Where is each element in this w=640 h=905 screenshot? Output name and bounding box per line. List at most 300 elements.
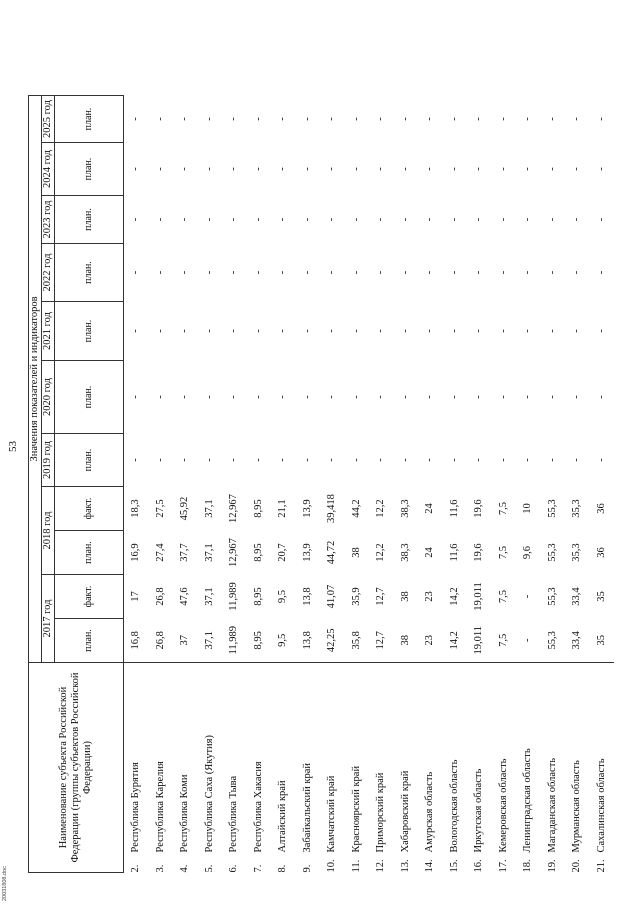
value-cell: 11,6 <box>448 543 460 562</box>
row-number: 2. <box>130 864 142 873</box>
value-cell: - <box>448 270 460 275</box>
value-cell: - <box>473 117 485 121</box>
value-cell: - <box>301 458 313 462</box>
value-cell: 37,1 <box>203 543 215 562</box>
value-cell: - <box>571 329 583 333</box>
value-cell: 37,1 <box>203 499 215 518</box>
value-cell: - <box>399 167 411 171</box>
value-cell: - <box>350 167 362 171</box>
value-cell: 45,92 <box>179 496 191 521</box>
row-number: 16. <box>473 859 485 873</box>
subject-name: Магаданская область <box>546 757 558 853</box>
value-cell: - <box>595 117 607 121</box>
header-year: 2020 год <box>42 361 55 434</box>
value-cell: 9,6 <box>522 545 534 560</box>
value-cell: 12,2 <box>375 499 387 518</box>
table-row <box>222 96 247 873</box>
value-cell: - <box>130 395 142 399</box>
header-plan: план. <box>55 361 124 434</box>
row-number: 10. <box>326 859 338 873</box>
value-cell: - <box>497 329 509 333</box>
subject-cell <box>320 663 345 873</box>
value-cell: - <box>326 167 338 171</box>
value-cell: - <box>522 395 534 399</box>
value-cell: - <box>277 329 289 333</box>
value-cell: - <box>473 458 485 462</box>
value-cell: - <box>497 117 509 121</box>
header-plan: план. <box>55 434 124 487</box>
row-number: 9. <box>301 864 313 873</box>
subject-name: Республика Карелия <box>154 761 166 853</box>
value-cell: - <box>179 270 191 275</box>
value-cell: - <box>252 395 264 399</box>
value-cell: 38,3 <box>399 499 411 518</box>
value-cell: - <box>326 217 338 222</box>
value-cell: - <box>277 217 289 222</box>
value-cell: - <box>375 270 387 275</box>
header-fact: факт. <box>55 487 124 531</box>
value-cell: - <box>522 217 534 222</box>
value-cell: - <box>277 117 289 121</box>
value-cell: 12,967 <box>228 494 240 523</box>
subject-cell <box>222 663 247 873</box>
value-cell: 8,95 <box>252 543 264 562</box>
value-cell: 11,989 <box>228 626 240 655</box>
value-cell: - <box>203 217 215 222</box>
value-cell: - <box>326 270 338 275</box>
value-cell: 12,967 <box>228 538 240 567</box>
value-cell: 16,9 <box>130 543 142 562</box>
value-cell: 19,6 <box>473 543 485 562</box>
value-cell: - <box>154 117 166 121</box>
value-cell: - <box>228 270 240 275</box>
table-row <box>443 96 468 873</box>
value-cell: - <box>571 458 583 462</box>
value-cell: - <box>130 117 142 121</box>
value-cell: 38 <box>350 547 362 558</box>
value-cell: - <box>522 270 534 275</box>
value-cell: - <box>203 270 215 275</box>
value-cell: - <box>301 395 313 399</box>
value-cell: 33,4 <box>571 587 583 606</box>
row-number: 11. <box>350 859 362 873</box>
row-number: 12. <box>375 859 387 873</box>
value-cell: 35,3 <box>571 499 583 518</box>
value-cell: 12,7 <box>375 631 387 650</box>
value-cell: 12,2 <box>375 543 387 562</box>
value-cell: - <box>326 458 338 462</box>
value-cell: - <box>277 167 289 171</box>
value-cell: - <box>350 458 362 462</box>
table-header <box>29 96 124 873</box>
value-cell: 19,6 <box>473 499 485 518</box>
value-cell: 20,7 <box>277 543 289 562</box>
subject-cell <box>296 663 321 873</box>
table-row <box>320 96 345 873</box>
value-cell: - <box>473 217 485 222</box>
value-cell: 19,011 <box>473 626 485 655</box>
value-cell: - <box>179 117 191 121</box>
value-cell: 42,25 <box>326 628 338 653</box>
subject-cell <box>565 663 590 873</box>
subject-name: Иркутская область <box>473 768 485 853</box>
subject-name: Вологодская область <box>448 759 460 853</box>
value-cell: - <box>546 217 558 222</box>
row-number: 18. <box>522 859 534 873</box>
subject-cell <box>394 663 419 873</box>
row-number: 6. <box>228 864 240 873</box>
table-body <box>124 96 615 873</box>
value-cell: - <box>350 217 362 222</box>
value-cell: 41,07 <box>326 584 338 609</box>
value-cell: - <box>448 117 460 121</box>
value-cell: - <box>252 217 264 222</box>
table-row <box>394 96 419 873</box>
value-cell: - <box>375 117 387 121</box>
row-number: 20. <box>571 859 583 873</box>
value-cell: - <box>154 395 166 399</box>
value-cell: 23 <box>424 635 436 646</box>
value-cell: - <box>473 167 485 171</box>
value-cell: 39,418 <box>326 494 338 523</box>
table-row <box>173 96 198 873</box>
row-number: 19. <box>546 859 558 873</box>
value-cell: - <box>154 270 166 275</box>
row-number: 14. <box>424 859 436 873</box>
value-cell: - <box>424 329 436 333</box>
value-cell: 35,9 <box>350 587 362 606</box>
value-cell: - <box>375 329 387 333</box>
value-cell: - <box>252 117 264 121</box>
value-cell: - <box>252 270 264 275</box>
value-cell: 7,5 <box>497 545 509 560</box>
value-cell: - <box>497 270 509 275</box>
value-cell: 21,1 <box>277 499 289 518</box>
value-cell: - <box>522 117 534 121</box>
value-cell: 47,6 <box>179 587 191 606</box>
header-plan: план. <box>55 96 124 143</box>
header-subject-name: Наименование субъекта Российской Федерации (группы субъектов Российской Федерации) <box>29 663 124 873</box>
header-year: 2022 год <box>42 244 55 302</box>
page-number: 53 <box>7 441 19 452</box>
header-fact: факт. <box>55 575 124 619</box>
row-number: 3. <box>154 864 166 873</box>
value-cell: - <box>595 329 607 333</box>
value-cell: - <box>473 395 485 399</box>
value-cell: - <box>326 395 338 399</box>
value-cell: 55,3 <box>546 587 558 606</box>
value-cell: 24 <box>424 547 436 558</box>
value-cell: 33,4 <box>571 631 583 650</box>
value-cell: 13,9 <box>301 543 313 562</box>
value-cell: - <box>228 395 240 399</box>
value-cell: - <box>301 217 313 222</box>
value-cell: 27,5 <box>154 499 166 518</box>
value-cell: - <box>399 270 411 275</box>
value-cell: - <box>301 117 313 121</box>
value-cell: 14,2 <box>448 631 460 650</box>
value-cell: 8,95 <box>252 587 264 606</box>
value-cell: 13,9 <box>301 499 313 518</box>
value-cell: - <box>546 458 558 462</box>
value-cell: - <box>179 458 191 462</box>
value-cell: - <box>154 217 166 222</box>
value-cell: - <box>546 270 558 275</box>
row-number: 17. <box>497 859 509 873</box>
value-cell: - <box>497 458 509 462</box>
value-cell: - <box>154 329 166 333</box>
value-cell: - <box>375 458 387 462</box>
value-cell: - <box>375 217 387 222</box>
value-cell: 55,3 <box>546 543 558 562</box>
value-cell: 27,4 <box>154 543 166 562</box>
value-cell: - <box>399 395 411 399</box>
value-cell: 7,5 <box>497 589 509 604</box>
value-cell: 9,5 <box>277 589 289 604</box>
value-cell: - <box>473 329 485 333</box>
subject-cell <box>492 663 517 873</box>
row-number: 5. <box>203 864 215 873</box>
value-cell: - <box>448 167 460 171</box>
value-cell: - <box>350 395 362 399</box>
subject-name: Мурманская область <box>571 760 583 853</box>
value-cell: 19,011 <box>473 582 485 611</box>
value-cell: - <box>277 458 289 462</box>
value-cell: 26,8 <box>154 587 166 606</box>
header-plan: план. <box>55 619 124 663</box>
value-cell: - <box>448 329 460 333</box>
value-cell: - <box>497 167 509 171</box>
value-cell: - <box>130 329 142 333</box>
subject-name: Республика Коми <box>179 774 191 853</box>
subject-name: Амурская область <box>424 771 436 853</box>
value-cell: - <box>326 117 338 121</box>
value-cell: 9,5 <box>277 633 289 647</box>
value-cell: 16,8 <box>130 631 142 650</box>
value-cell: - <box>375 167 387 171</box>
table-row <box>247 96 272 873</box>
header-plan: план. <box>55 143 124 196</box>
value-cell: - <box>546 329 558 333</box>
subject-name: Хабаровский край <box>399 770 411 853</box>
subject-name: Республика Тыва <box>228 775 240 853</box>
value-cell: 8,95 <box>252 631 264 650</box>
subject-cell <box>247 663 272 873</box>
value-cell: - <box>252 458 264 462</box>
subject-cell <box>173 663 198 873</box>
value-cell: - <box>203 167 215 171</box>
value-cell: - <box>326 329 338 333</box>
row-number: 13. <box>399 859 411 873</box>
subject-cell <box>443 663 468 873</box>
value-cell: - <box>203 395 215 399</box>
table-row <box>369 96 394 873</box>
subject-cell <box>124 663 149 873</box>
value-cell: - <box>448 458 460 462</box>
value-cell: 17 <box>130 591 142 602</box>
table-row <box>124 96 149 873</box>
value-cell: - <box>399 458 411 462</box>
value-cell: - <box>228 217 240 222</box>
table-row <box>271 96 296 873</box>
value-cell: - <box>571 167 583 171</box>
value-cell: 26,8 <box>154 631 166 650</box>
value-cell: - <box>350 329 362 333</box>
value-cell: - <box>571 117 583 121</box>
value-cell: - <box>399 217 411 222</box>
value-cell: 36 <box>595 547 607 558</box>
value-cell: - <box>399 329 411 333</box>
value-cell: 35,3 <box>571 543 583 562</box>
table-row <box>565 96 590 873</box>
value-cell: - <box>277 395 289 399</box>
value-cell: - <box>522 458 534 462</box>
value-cell: - <box>424 217 436 222</box>
value-cell: 23 <box>424 591 436 602</box>
header-year: 2021 год <box>42 302 55 361</box>
value-cell: 55,3 <box>546 499 558 518</box>
value-cell: - <box>522 638 534 642</box>
value-cell: - <box>424 395 436 399</box>
value-cell: - <box>546 395 558 399</box>
value-cell: - <box>424 458 436 462</box>
value-cell: - <box>497 395 509 399</box>
value-cell: - <box>424 117 436 121</box>
value-cell: 13,8 <box>301 631 313 650</box>
value-cell: - <box>595 270 607 275</box>
value-cell: 18,3 <box>130 499 142 518</box>
value-cell: - <box>252 329 264 333</box>
table-row <box>590 96 615 873</box>
value-cell: 7,5 <box>497 501 509 516</box>
value-cell: - <box>595 395 607 399</box>
row-number: 21. <box>595 859 607 873</box>
document-id: 20031808.doc <box>2 866 8 901</box>
value-cell: - <box>228 329 240 333</box>
value-cell: 38,3 <box>399 543 411 562</box>
value-cell: 35 <box>595 591 607 602</box>
value-cell: - <box>424 167 436 171</box>
value-cell: - <box>130 270 142 275</box>
value-cell: 24 <box>424 503 436 514</box>
value-cell: 12,7 <box>375 587 387 606</box>
header-year: 2025 год <box>42 96 55 143</box>
subject-name: Ленинградская область <box>522 748 534 853</box>
value-cell: - <box>130 217 142 222</box>
value-cell: 38 <box>399 635 411 646</box>
subject-name: Приморский край <box>375 772 387 853</box>
value-cell: - <box>350 270 362 275</box>
header-year: 2019 год <box>42 434 55 487</box>
value-cell: - <box>252 167 264 171</box>
value-cell: - <box>424 270 436 275</box>
value-cell: - <box>154 167 166 171</box>
value-cell: - <box>375 395 387 399</box>
subject-name: Забайкальский край <box>301 762 313 853</box>
header-year: 2024 год <box>42 143 55 196</box>
table-row <box>541 96 566 873</box>
value-cell: - <box>154 458 166 462</box>
value-cell: - <box>228 167 240 171</box>
header-plan: план. <box>55 531 124 575</box>
subject-name: Красноярский край <box>350 765 362 853</box>
header-year: 2017 год <box>42 575 55 663</box>
value-cell: - <box>203 458 215 462</box>
value-cell: 14,2 <box>448 587 460 606</box>
value-cell: 38 <box>399 591 411 602</box>
value-cell: - <box>546 117 558 121</box>
value-cell: 11,989 <box>228 582 240 611</box>
header-year: 2018 год <box>42 487 55 575</box>
value-cell: - <box>399 117 411 121</box>
value-cell: 55,3 <box>546 631 558 650</box>
subject-name: Республика Саха (Якутия) <box>203 735 215 853</box>
value-cell: - <box>595 458 607 462</box>
value-cell: - <box>522 594 534 599</box>
subject-cell <box>149 663 174 873</box>
subject-cell <box>516 663 541 873</box>
row-number: 8. <box>277 864 289 873</box>
value-cell: 44,72 <box>326 540 338 565</box>
value-cell: - <box>179 167 191 171</box>
value-cell: - <box>228 117 240 121</box>
subject-name: Алтайский край <box>277 780 289 853</box>
value-cell: - <box>130 458 142 462</box>
value-cell: - <box>473 270 485 275</box>
subject-cell <box>541 663 566 873</box>
value-cell: - <box>595 217 607 222</box>
value-cell: - <box>130 167 142 171</box>
value-cell: - <box>301 270 313 275</box>
value-cell: - <box>522 329 534 333</box>
value-cell: - <box>546 167 558 171</box>
header-plan: план. <box>55 196 124 244</box>
table-row <box>492 96 517 873</box>
subject-cell <box>467 663 492 873</box>
header-values: Значения показателей и индикаторов <box>29 96 42 663</box>
value-cell: - <box>179 329 191 333</box>
value-cell: - <box>301 329 313 333</box>
subject-cell <box>198 663 223 873</box>
value-cell: 8,95 <box>252 499 264 518</box>
row-number: 15. <box>448 859 460 873</box>
table-row <box>149 96 174 873</box>
value-cell: - <box>571 217 583 222</box>
table-row <box>345 96 370 873</box>
subject-cell <box>271 663 296 873</box>
header-plan: план. <box>55 244 124 302</box>
subject-name: Республика Хакасия <box>252 761 264 853</box>
value-cell: - <box>448 217 460 222</box>
subject-name: Сахалинская область <box>595 758 607 853</box>
value-cell: 37 <box>179 635 191 646</box>
value-cell: - <box>497 217 509 222</box>
subject-name: Камчатский край <box>326 775 338 853</box>
value-cell: 10 <box>522 503 534 514</box>
value-cell: 35,8 <box>350 631 362 650</box>
subject-cell <box>345 663 370 873</box>
table-row <box>516 96 541 873</box>
value-cell: 37,1 <box>203 631 215 650</box>
value-cell: - <box>350 117 362 121</box>
subject-cell <box>369 663 394 873</box>
value-cell: - <box>228 458 240 462</box>
value-cell: - <box>277 270 289 275</box>
value-cell: 37,1 <box>203 587 215 606</box>
header-year: 2023 год <box>42 196 55 244</box>
table-row <box>296 96 321 873</box>
value-cell: 36 <box>595 503 607 514</box>
